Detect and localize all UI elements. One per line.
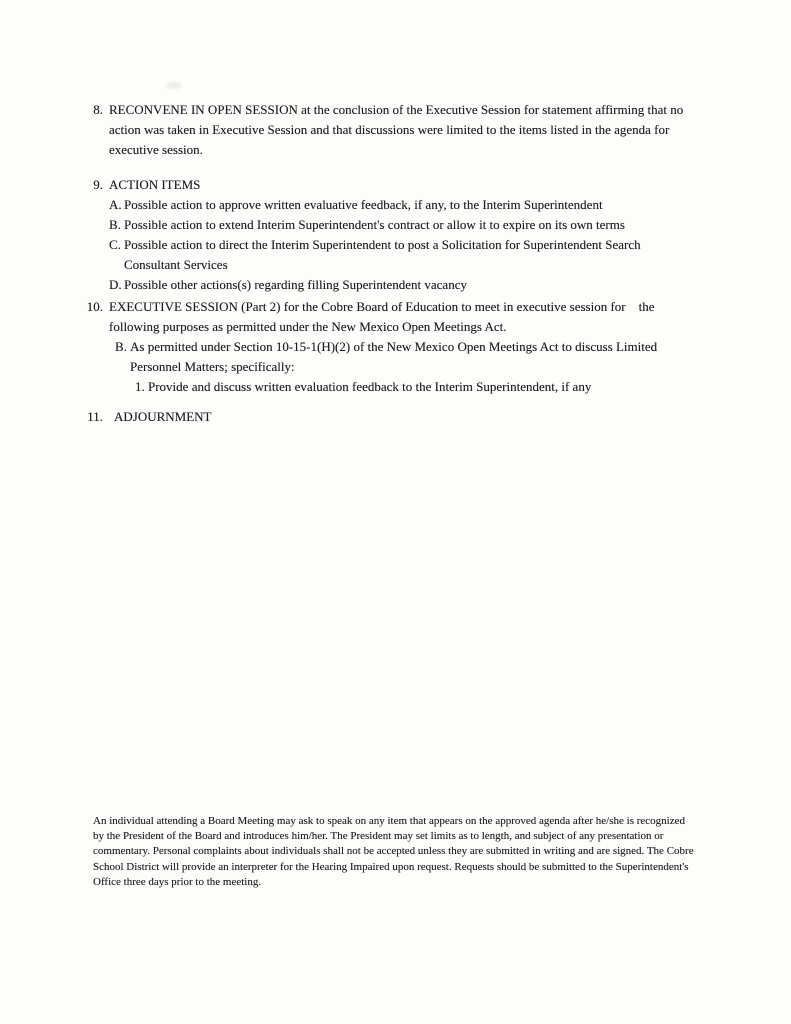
subitem-c [109,235,700,275]
item-number: 8. [93,102,103,117]
subitem-b [109,215,700,235]
agenda-item-11 [85,407,700,427]
subitem-text: Possible action to direct the Interim Superintendent to post a Solicitation for Superintendent Search Consultant Services [124,237,644,272]
subsubitem-1 [135,377,700,397]
agenda-list [85,100,700,427]
item-number: 9. [93,177,103,192]
subitem-d [109,275,700,295]
subitem-list [109,195,700,295]
subitem-a [109,195,700,215]
item-text: EXECUTIVE SESSION (Part 2) for the Cobre Board of Education to meet in executive session for the following purposes as permitted under the New Mexico Open Meetings Act. [109,299,658,334]
subitem-text: Possible action to extend Interim Superintendent's contract or allow it to expire on its own terms [124,217,625,232]
subsubitem-text: Provide and discuss written evaluation feedback to the Interim Superintendent, if any [148,379,592,394]
subitem-text: As permitted under Section 10-15-1(H)(2) of the New Mexico Open Meetings Act to discuss Limited Personnel Matters; specifically: [130,339,661,374]
item-content [109,297,700,397]
item-text: RECONVENE IN OPEN SESSION at the conclusion of the Executive Session for statement affirming that no action was taken in Executive Session and that discussions were limited to the items listed in the agenda for executive session. [109,102,687,157]
subitem-letter: A. [109,197,122,212]
subitem-letter: C. [109,237,121,252]
agenda-item-8 [85,100,700,160]
item-number: 10. [86,299,103,314]
agenda-item-9 [85,175,700,295]
item-number: 11. [87,409,103,424]
subitem-letter: D. [109,277,122,292]
subitem-text: Possible action to approve written evaluative feedback, if any, to the Interim Superintendent [124,197,603,212]
subitem-text: Possible other actions(s) regarding filling Superintendent vacancy [124,277,467,292]
subitem-content [130,337,700,397]
subitem-b [115,337,700,397]
item-title: ACTION ITEMS [109,177,201,192]
agenda-item-10 [85,297,700,397]
subitem-list [115,337,700,397]
item-title: ADJOURNMENT [114,409,212,424]
subitem-letter: B. [115,339,127,354]
item-content [109,175,700,295]
scan-artifact [166,82,182,89]
subitem-letter: B. [109,217,121,232]
subsubitem-number: 1. [135,379,145,394]
footer-note: An individual attending a Board Meeting may ask to speak on any item that appears on the approved agenda after he/she is recognized by the President of the Board and introduces him/her. The President may set limits as to length, and subject of any presentation or commentary. Personal complaints about individuals shall not be accepted unless they are submitted in writing and are signed. The Cobre School District will provide an interpreter for the Hearing Impaired upon request. Requests should be submitted to the Superintendent's Office three days prior to the meeting. [93,815,697,888]
